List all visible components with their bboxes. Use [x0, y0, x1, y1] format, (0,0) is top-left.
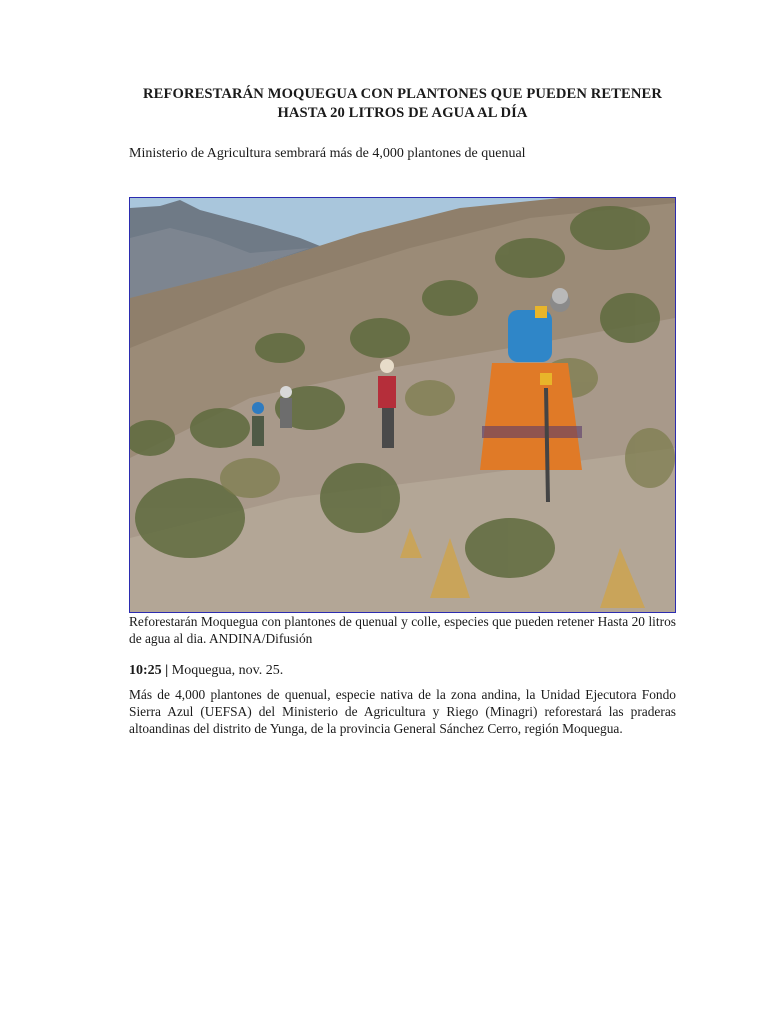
dateline-separator: |	[161, 663, 169, 678]
dateline-place-date: Moquegua, nov. 25.	[168, 663, 284, 678]
body-paragraph: Más de 4,000 plantones de quenual, especie nativa de la zona andina, la Unidad Ejecutora Fondo Sierra Azul (UEFSA) del Ministerio de Agricultura y Riego (Minagri) reforestará las praderas altoandinas del distrito de Yunga, de la provincia General Sánchez Cerro, región Moquegua.	[129, 687, 676, 736]
dateline-time: 10:25	[129, 663, 162, 678]
photo-caption: Reforestarán Moquegua con plantones de quenual y colle, especies que pueden retener Hasta 20 litros de agua al dia. ANDINA/Difusión	[129, 614, 676, 646]
headline: REFORESTARÁN MOQUEGUA CON PLANTONES QUE PUEDEN RETENER HASTA 20 LITROS DE AGUA AL DÍA	[143, 86, 662, 121]
photo-image	[130, 198, 675, 612]
subtitle: Ministerio de Agricultura sembrará más de 4,000 plantones de quenual	[129, 146, 526, 161]
article-photo	[129, 197, 676, 613]
dateline	[129, 662, 676, 680]
